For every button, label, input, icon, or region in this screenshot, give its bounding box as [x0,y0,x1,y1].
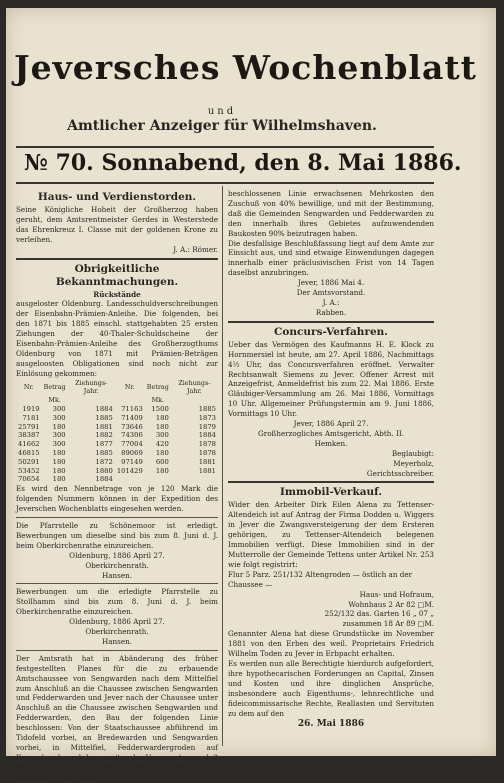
right-column [228,189,434,730]
masthead-rule-bottom [16,182,434,184]
section-immobil-line1: Haus- und Hofraum, [359,589,434,599]
th-nr-2: Nr. [124,383,135,392]
left-column [16,189,218,783]
masthead-und: und [207,106,237,117]
table-row: 1919 300 1884 71163 1500 1885 [22,405,216,414]
section-concurs-court: Großherzogliches Amtsgericht, Abth. II. [258,428,404,438]
section-pfarr1-text: Die Pfarrstelle zu Schönemoor ist erledigt. Bewerbungen um dieselbe sind bis zum 8. Juni d. J. beim Oberkirchenrathe einzureichen. [16,520,218,550]
section-concurs-clerk: Meyerholz, [393,458,434,468]
section-pfarr2-sign: Hansen. [101,636,133,646]
bond-table [16,379,218,485]
section-notices-heading: Obrigkeitliche Bekanntmachungen. [55,262,179,288]
bond-table-header [16,379,218,397]
th-betrag: Betrag [43,383,66,392]
th-mk-2: Mk. [151,396,165,405]
table-row: 38387 300 1882 74306 300 1884 [18,431,216,440]
section-immobil-text: Wider den Arbeiter Dirk Eilen Alena zu Tettenser-Altendeich ist auf Antrag der Firma Dodden u. Wiggers in Jever die Zwangsversteigerung der dem Ersteren gehörigen, zu Tettenser-Altendeich belegenen Immobilien verfügt. Diese Immobilien sind in der Mutterrolle der Gemeinde Tettens unter Artikel Nr. 253 wie folgt registrirt: [228,500,434,569]
section-immobil-text3: Es werden nun alle Berechtigte hierdurch aufgefordert, ihre hypothecarischen Forderungen an Capital, Zinsen und Kosten und ihre dinglichen Ansprüche, insbesondere auch Eigenthums-, lehnrechtliche und fideicommissarische Rechte, Reallasten und Servituten zu dem auf den [228,658,434,718]
th-jahr: Ziehungs-Jahr. [75,378,108,396]
bond-table-unit-row [16,396,218,405]
divider [16,517,218,518]
divider [228,321,434,323]
divider [16,583,218,584]
table-row: 53452 180 1880 101429 180 1881 [18,466,216,475]
section-pfarr1-date: Oldenburg, 1886 April 27. [69,550,165,560]
section-pfarr1-sign: Hansen. [101,570,133,580]
section-immobil-heading: Immobil-Verkauf. [280,486,382,499]
section-chaussee-ja: J. A.: [322,297,340,307]
table-row: 50291 180 1872 97149 600 1881 [18,457,216,466]
divider [16,650,218,651]
section-notices-text: ausgeloster Oldenburg. Landesschuldverschreibungen der Eisenbahn-Prämien-Anleihe. Die folgenden, bei den 1871 bis 1885 einschl. stattgehabten 25 ersten Ziehungen der 40-Thaler-Schuldscheine der Eisenbahn-Prämien-Anleihe des Großherzogthums Oldenburg von 1871 mit Prämien-Beträgen ausgeloosten Obligationen sind noch nicht zur Einlösung gekommen: [16,299,218,378]
section-chaussee-cont2: Die desfallsige Beschlußfassung liegt auf dem Amte zur Einsicht aus, und sind etwaige Einwendungen dagegen innerhalb einer präclusivischen Frist von 14 Tagen daselbst anzubringen. [228,238,434,278]
section-immobil-line4: zusammen 18 Ar 89 □M. [342,619,434,629]
section-orders-heading: Haus- und Verdienstorden. [37,191,197,203]
section-notices-after: Es wird den Nennbetrage von je 120 Mark die folgenden Nummern können in der Expedition des Jeverschen Wochenblatts eingesehen werden. [16,484,218,514]
section-concurs-cert: Beglaubigt: [391,448,434,458]
section-chaussee-cont: beschlossenen Linie erwachsenen Mehrkosten den Zuschuß von 40% bewillige, und mit der Bestimmung, daß die Gemeinden Sengwarden und Fedderwarden zu den innerhalb ihres Gebietes aufzuwendenden Baukosten 90% beizutragen haben. [228,189,434,238]
divider [16,258,218,260]
th-betrag-2: Betrag [146,383,169,392]
masthead-title: Jeversches Wochenblatt [14,48,477,87]
section-notices-sub: Rückstände [93,289,141,299]
section-orders-text: Seine Königliche Hoheit der Großherzog haben geruht, dem Amtsrentmeister Gerdes in Westerstede das Ehrenkreuz I. Classe mit der goldenen Krone zu verleihen. [16,205,218,244]
section-orders-sign: J. A.: Römer. [173,244,218,254]
section-chaussee-org: Der Amtsvorstand. [296,288,366,298]
section-pfarr2-text: Bewerbungen um die erledigte Pfarrstelle zu Stollhamm sind bis zum 8. Juni d. J. beim Oberkirchenrathe einzureichen. [16,587,218,617]
newspaper-page [6,8,496,782]
th-jahr-2: Ziehungs-Jahr. [178,378,211,396]
section-immobil-line2: Wohnhaus 2 Ar 82 □M. [348,599,434,609]
table-row: 41662 300 1877 77004 420 1878 [18,440,216,449]
section-chaussee-date: Jever, 1886 Mai 4. [297,278,365,288]
table-row: 46815 180 1885 89069 180 1878 [18,449,216,458]
section-concurs-text: Ueber das Vermögen des Kaufmanns H. E. Klock zu Hornmersiel ist heute, am 27. April 1886, Nachmittags 4½ Uhr, das Concursverfahren eröffnet. Verwalter Rechtsanwalt Siemens zu Jever. Offener Arrest mit Anzeigefrist, Anmeldefrist bis zum 22. Mai 1886. Erste Gläubiger-Versammlung am 26. Mai 1886, Vormittags 10 Uhr. Allgemeiner Prüfungstermin am 9. Juni 1886, Vormittags 10 Uhr. [228,339,434,419]
section-concurs-date: Jever, 1886 April 27. [293,419,369,429]
th-mk: Mk. [48,396,61,405]
th-nr: Nr. [23,383,34,392]
masthead-subtitle: Amtlicher Anzeiger für Wilhelmshaven. [67,118,377,134]
section-concurs-judge: Hemken. [314,438,348,448]
section-immobil-text2: Genannter Alena hat diese Grundstücke im November 1881 von den Erben des weil. Proprietairs Friedrich Wilhelm Toden zu Jever in Erbpacht erhalten. [228,629,434,659]
divider [228,481,434,483]
section-concurs-clerk-title: Gerichtsschreiber. [366,468,434,478]
section-pfarr1-org: Oberkirchenrath. [85,560,149,570]
section-immobil-line3: 252/132 das. Garten 16 „ 07 „ [324,609,434,619]
table-row: 25791 180 1881 73646 180 1879 [18,422,216,431]
issue-line: № 70. Sonnabend, den 8. Mai 1886. [24,150,462,176]
table-row: 70654 180 1884 [18,475,113,484]
section-pfarr2-date: Oldenburg, 1886 April 27. [69,617,165,627]
section-chaussee-sign: Rabben. [315,307,347,317]
section-immobil-date: 26. Mai 1886 [297,719,365,730]
column-divider [222,186,223,746]
section-chaussee-text: Der Amtsrath hat in Abänderung des früher festgestellten Planes für die zu erbauende Amtschaussee von Sengwarden nach dem Mittelfiel zum Anschluß an die Chaussee zwischen Sengwarden und Fedderwarden und Jever nach der Chaussee unter Anschluß an die Chaussee zwischen Sengwarden und Fedderwarden, den Bau der folgenden Linie beschlossen: Von der Staatschaussee abführend im Tidofeld vorbei, an Bredewarden und Sengwarden vorbei, in Mittelfiel, Fedderwardergroden auf Kreuzelwerk, und dann weiter der Voraussetzung, daß der Staat auch zu dieser neuen Linie den Bau in Vergleich zu der früher [16,653,218,782]
table-row: 7181 300 1885 71409 180 1873 [22,413,216,422]
section-pfarr2-org: Oberkirchenrath. [85,627,149,637]
masthead-rule-top [16,146,434,148]
section-concurs-heading: Concurs-Verfahren. [274,325,388,338]
section-immobil-flur: Flur 5 Parz. 251/132 Altengroden — östlich an der Chaussee — [228,569,413,589]
